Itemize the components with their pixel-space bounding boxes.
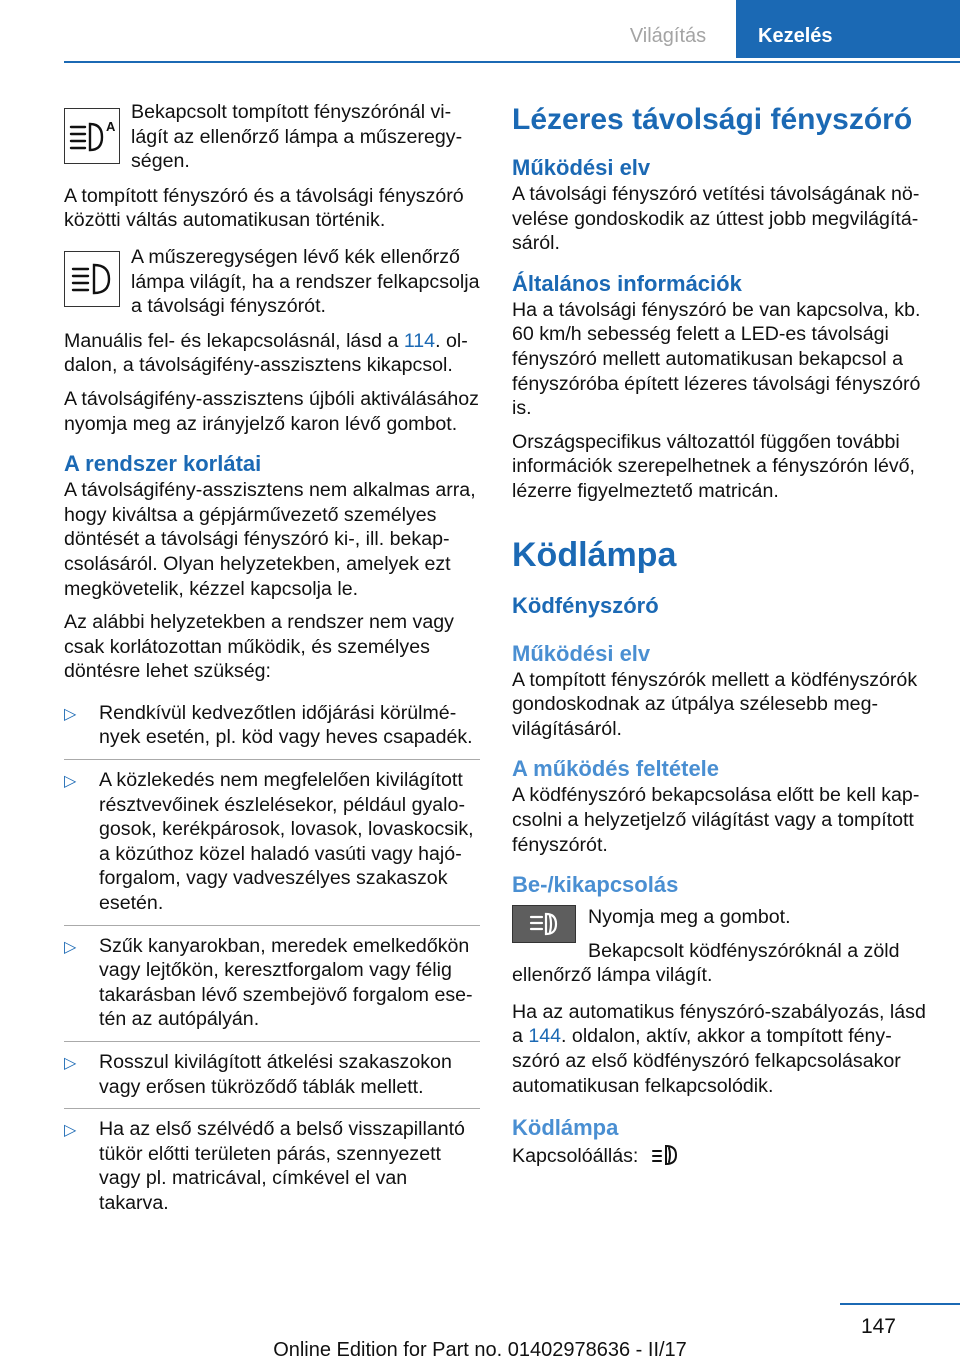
- bullet-triangle-icon: ▷: [64, 1055, 77, 1072]
- list-item: ▷ A közlekedés nem megfelelően kivilágított résztvevőinek észlelésekor, például gyalogosok, kerékpárosok, lovasok, lovaskocsik, a közúthoz közel haladó vasúti vagy hajóforgalom, vagy vadveszélyes szakaszok esetén.: [64, 760, 480, 926]
- left-p5: Az alábbi helyzetekben a rendszer nem vagy csak korlátozottan működik, és személyes döntésre lehet szükség:: [64, 611, 454, 683]
- rear-fog-light-icon: [650, 1142, 680, 1166]
- right-p6: Bekapcsolt ködfényszóróknál a zöld ellenőrző lámpa világít.: [512, 939, 900, 987]
- right-column: [512, 100, 928, 1178]
- page-header: [0, 0, 960, 64]
- limits-list: [64, 693, 480, 1225]
- right-p4: A tompított fényszórók mellett a ködfényszórók gondoskodnak az útpálya szélesebb megvilágításáról.: [512, 668, 918, 740]
- right-p7: Ha az automatikus fényszóró-szabályozás, lásd a 144. oldalon, aktív, akkor a tompított fényszóró az első ködfényszóró felkapcsolásakor automatikusan felkapcsolódik.: [512, 1000, 926, 1097]
- icon1-text: Bekapcsolt tompított fényszórónál világít az ellenőrző lámpa a műszeregységen.: [131, 101, 463, 173]
- right-p2: Ha a távolsági fényszóró be van kapcsolva, kb. 60 km/h sebesség felett a LED-es távolsági fényszóró mellett automatikusan bekapcsol a fényszóróba épített lézeres távolsági fényszóró is.: [512, 298, 921, 420]
- left-column: [64, 100, 480, 1225]
- edition-line: Online Edition for Part no. 01402978636 - II/17: [273, 1339, 687, 1361]
- heading-principle-2: Működési elv: [512, 640, 651, 666]
- heading-fog: Ködlámpa: [512, 535, 677, 574]
- footer-rule: [840, 1303, 960, 1305]
- fog-light-button-icon: [512, 905, 576, 943]
- bullet-triangle-icon: ▷: [64, 705, 77, 723]
- heading-condition: A működés feltétele: [512, 756, 720, 782]
- heading-principle: Működési elv: [512, 155, 651, 180]
- page-number: 147: [860, 1315, 896, 1338]
- bullet-triangle-icon: ▷: [64, 1122, 77, 1140]
- left-p1: A tompított fényszóró és a távolsági fényszóró közötti váltás automatikusan történik.: [64, 184, 464, 232]
- right-p5: A ködfényszóró bekapcsolása előtt be kell kapcsolni a helyzetjelző világítást vagy a tompított fényszórót.: [512, 784, 920, 856]
- heading-foglight: Ködfényszóró: [512, 592, 659, 618]
- list-item: ▷ Ha az első szélvédő a belső visszapillantó tükör előtti területen párás, szennyezett vagy pl. matricával, címkével el van takarva.: [64, 1118, 465, 1214]
- bullet-triangle-icon: ▷: [64, 773, 77, 791]
- heading-general: Általános információk: [512, 270, 742, 296]
- chapter-tab[interactable]: Kezelés: [736, 0, 960, 58]
- heading-limits: A rendszer korlátai: [64, 451, 262, 477]
- heading-onoff: Be-/kikapcsolás: [512, 872, 679, 898]
- press-text: Nyomja meg a gombot.: [588, 906, 791, 929]
- fog-button-note: [512, 905, 928, 988]
- high-beam-icon: [64, 251, 120, 307]
- icon2-text: A műszeregységen lévő kék ellenőrző lámpa világít, ha a rendszer felkapcsolja a távolsági fényszórót.: [131, 245, 480, 318]
- list-item: ▷ Rosszul kivilágított átkelési szakaszokon vagy erősen tükröződő táblák mellett.: [64, 1042, 480, 1109]
- list-item: ▷ Szűk kanyarokban, meredek emelkedőkön vagy lejtőkön, keresztforgalom vagy félig takarásban lévő szembejövő forgalom esetén az autópályán.: [64, 926, 480, 1042]
- svg-text:A: A: [106, 119, 116, 134]
- left-p2: Manuális fel- és lekapcsolásnál, lásd a 114. oldalon, a távolságifény-asszisztens kikapcsol.: [64, 329, 468, 377]
- section-tab[interactable]: Világítás: [629, 25, 707, 47]
- low-beam-indicator-note: [64, 100, 480, 174]
- heading-laser: Lézeres távolsági fényszóró: [512, 103, 913, 136]
- page-link-144[interactable]: 144: [528, 1025, 562, 1048]
- high-beam-indicator-note: [64, 245, 480, 319]
- auto-high-beam-icon: [64, 108, 120, 164]
- right-p3: Országspecifikus változattól függően további információk szerepelhetnek a fényszórón lévő, lézerre figyelmeztető matricán.: [512, 430, 915, 502]
- page-link-114[interactable]: 114: [403, 329, 436, 352]
- list-item: ▷ Rendkívül kedvezőtlen időjárási körülmények esetén, pl. köd vagy heves csapadék.: [64, 693, 480, 760]
- left-p4: A távolságifény-asszisztens nem alkalmas arra, hogy kiváltsa a gépjárművezető személyes döntését a távolsági fényszóró ki-, ill. bekapcsolásáról. Olyan helyzetekben, amelyek ezt megkövetelik, kézzel kapcsolja le.: [64, 479, 476, 600]
- left-p3: A távolságifény-asszisztens újbóli aktiválásához nyomja meg az irányjelző karon lévő gombot.: [64, 387, 479, 435]
- heading-foglamp: Ködlámpa: [512, 1115, 619, 1141]
- header-rule: [64, 61, 960, 63]
- bullet-triangle-icon: ▷: [64, 938, 77, 956]
- right-p1: A távolsági fényszóró vetítési távolságának növelése gondoskodik az úttest jobb megvilágításáról.: [512, 183, 920, 255]
- switch-line: Kapcsolóállás:: [512, 1142, 928, 1169]
